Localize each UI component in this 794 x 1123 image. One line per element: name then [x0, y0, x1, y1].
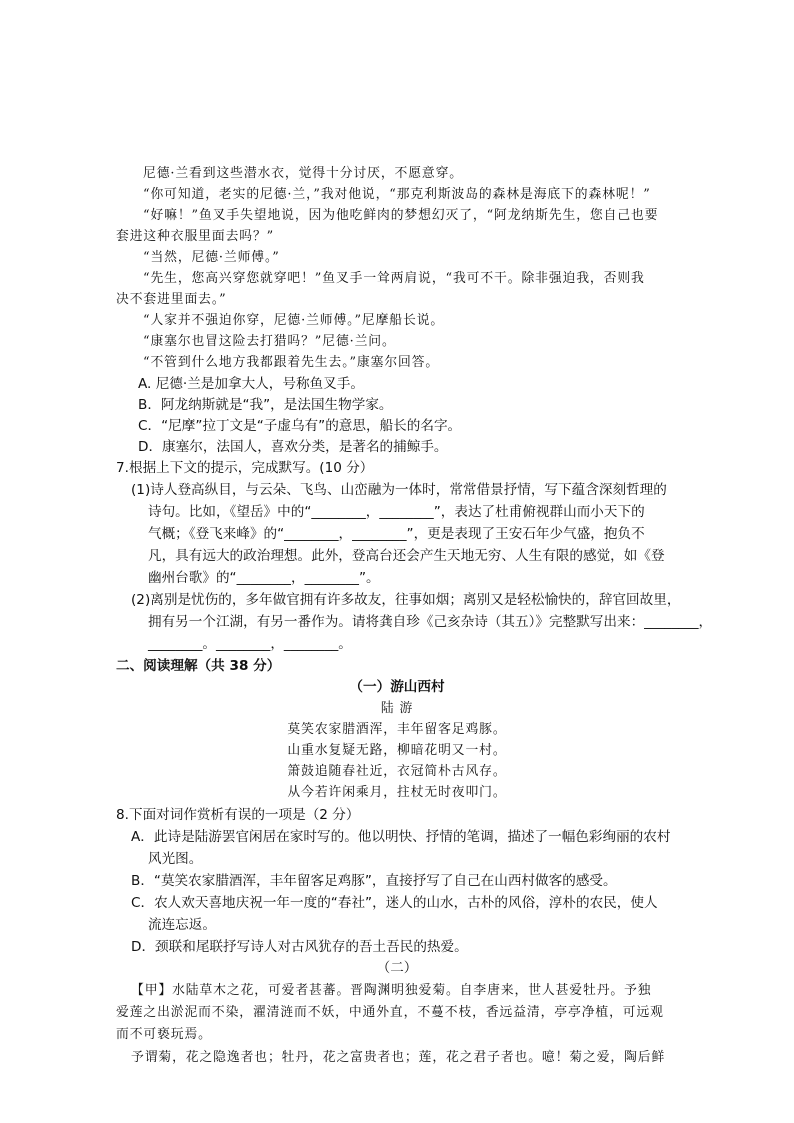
q7-stem: 7.根据上下文的提示，完成默写。(10 分） — [116, 460, 374, 476]
q8-stem: 8.下面对词作赏析有误的一项是（2 分） — [116, 807, 360, 823]
q7-part1-line: (1)诗人登高纵目，与云朵、飞鸟、山峦融为一体时，常常借景抒情，写下蕴含深刻哲理的 — [131, 482, 667, 498]
poem-line: 箫鼓追随春社近，衣冠简朴古风存。 — [287, 764, 507, 779]
q8-option-d: D．颈联和尾联抒写诗人对古风犹存的吾土吾民的热爱。 — [131, 939, 468, 955]
passage-line: “你可知道，老实的尼德·兰，”我对他说，“那克利斯波岛的森林是海底下的森林呢！” — [143, 187, 651, 202]
passage-line: “康塞尔也冒这险去打猎吗？”尼德·兰问。 — [143, 334, 396, 349]
part2-title: （二） — [376, 960, 418, 976]
q7-part1-line: 凡，具有远大的政治理想。此外，登高台还会产生天地无穷、人生有限的感觉，如《登 — [148, 548, 665, 564]
passage-line: “人家并不强迫你穿，尼德·兰师傅。”尼摩船长说。 — [143, 313, 445, 328]
passage-line: “好嘛！”鱼叉手失望地说，因为他吃鲜肉的梦想幻灭了，“阿龙纳斯先生，您自己也要 — [143, 208, 659, 223]
q7-part1-line: 气概；《登飞来峰》的“________，________”，更是表现了王安石年少气盛，抱负不 — [148, 526, 645, 542]
prose-line: 予谓菊，花之隐逸者也；牡丹，花之富贵者也；莲，花之君子者也。噫！菊之爱，陶后鲜 — [131, 1050, 666, 1065]
poem-line: 从今若许闲乘月，拄杖无时夜叩门。 — [287, 785, 507, 800]
poem-author: 陆 游 — [380, 701, 414, 716]
q8-option-a-cont: 风光图。 — [148, 851, 203, 867]
q6-option-c: C．“尼摩”拉丁文是“子虚乌有”的意思，船长的名字。 — [138, 418, 462, 434]
q8-option-a: A．此诗是陆游罢官闲居在家时写的。他以明快、抒情的笔调，描述了一幅色彩绚丽的农村 — [131, 829, 671, 845]
passage-line: “不管到什么地方我都跟着先生去。”康塞尔回答。 — [143, 355, 440, 370]
poem-line: 山重水复疑无路，柳暗花明又一村。 — [287, 743, 507, 758]
poem-line: 莫笑农家腊酒浑，丰年留客足鸡豚。 — [287, 722, 507, 737]
q8-option-c-cont: 流连忘返。 — [148, 917, 216, 933]
q7-part2-line: 拥有另一个江湖，有另一番作为。请将龚自珍《己亥杂诗（其五）》完整默写出来：________， — [148, 614, 713, 630]
poem-title: （一）游山西村 — [349, 679, 445, 695]
q7-part2-line: (2)离别是忧伤的，多年做官拥有许多故友，往事如烟；离别又是轻松愉快的，辞官回故里， — [131, 592, 681, 608]
q7-part1-line: 诗句。比如，《望岳》中的“________，________”，表达了杜甫俯视群山而小天下的 — [148, 504, 645, 520]
q8-option-b: B．“莫笑农家腊酒浑，丰年留客足鸡豚”，直接抒写了自己在山西村做客的感受。 — [131, 873, 617, 889]
q7-part1-line: 幽州台歌》的“________，________”。 — [148, 570, 380, 586]
prose-line: 【甲】水陆草木之花，可爱者甚蕃。晋陶渊明独爱菊。自李唐来，世人甚爱牡丹。予独 — [131, 983, 652, 998]
passage-line: 决不套进里面去。” — [116, 292, 227, 307]
q8-option-c: C．农人欢天喜地庆祝一年一度的“春社”，迷人的山水，古朴的风俗，淳朴的农民，使人 — [131, 895, 658, 911]
passage-line: 套进这种衣服里面去吗？” — [116, 229, 275, 244]
prose-line: 而不可亵玩焉。 — [116, 1027, 212, 1042]
q6-option-a: A. 尼德·兰是加拿大人，号称鱼叉手。 — [138, 376, 364, 392]
q7-part2-line: ________。________，________。 — [148, 636, 352, 652]
prose-line: 爱莲之出淤泥而不染，濯清涟而不妖，中通外直，不蔓不枝，香远益清，亭亭净植，可远观 — [116, 1005, 664, 1020]
section-heading: 二、阅读理解（共 38 分） — [116, 658, 281, 674]
passage-line: “先生，您高兴穿您就穿吧！”鱼叉手一耸两肩说，“我可不干。除非强迫我，否则我 — [143, 271, 645, 286]
q6-option-d: D．康塞尔，法国人，喜欢分类，是著名的捕鲸手。 — [138, 439, 448, 455]
passage-line: 尼德·兰看到这些潜水衣，觉得十分讨厌，不愿意穿。 — [143, 166, 463, 181]
passage-line: “当然，尼德·兰师傅。” — [143, 250, 280, 265]
q6-option-b: B．阿龙纳斯就是“我”，是法国生物学家。 — [138, 397, 393, 413]
